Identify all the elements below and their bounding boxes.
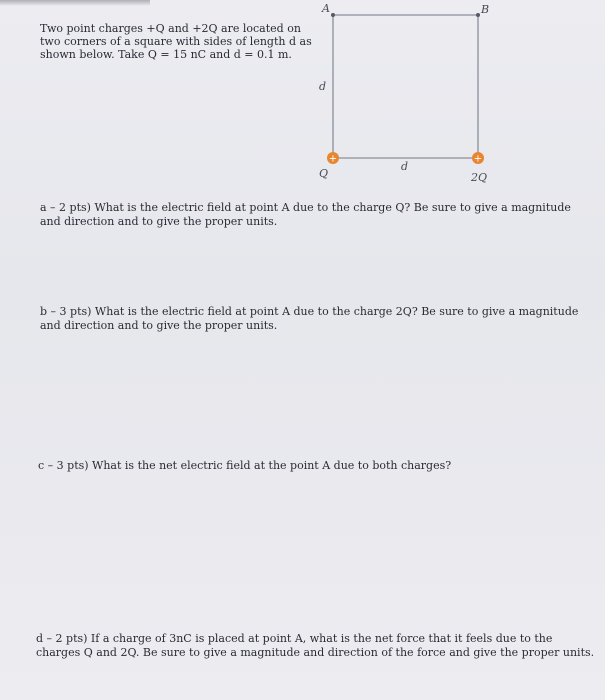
question-a: a – 2 pts) What is the electric field at point A due to the charge Q? Be sure to give a magnitude and direction and to give the proper units. [40, 201, 571, 228]
vertical-side-length-label: d [319, 80, 327, 93]
horizontal-side-length-label: d [401, 160, 409, 173]
point-a-marker [331, 13, 335, 17]
charge-q-label: Q [319, 167, 329, 180]
charge-q-plus-sign: + [328, 153, 338, 165]
corner-a-label: A [322, 2, 330, 15]
corner-b-label: B [481, 3, 490, 16]
photo-edge-shadow [0, 0, 150, 6]
diagram-svg [310, 0, 510, 195]
question-c: c – 3 pts) What is the net electric field at the point A due to both charges? [38, 459, 452, 472]
question-b: b – 3 pts) What is the electric field at point A due to the charge 2Q? Be sure to give a magnitude and direction and to give the proper units. [40, 305, 579, 332]
charge-2q-plus-sign: + [473, 153, 483, 165]
question-d: d – 2 pts) If a charge of 3nC is placed at point A, what is the net force that it feels due to the charges Q and 2Q. Be sure to give a magnitude and direction of the force and give the proper units. [36, 632, 595, 659]
problem-intro: Two point charges +Q and +2Q are located on two corners of a square with sides of length d as shown below. Take Q = 15 nC and d = 0.1 m. [40, 22, 312, 61]
charge-2q-label: 2Q [471, 171, 488, 184]
square-charge-diagram [310, 0, 510, 195]
point-b-marker [476, 13, 480, 17]
